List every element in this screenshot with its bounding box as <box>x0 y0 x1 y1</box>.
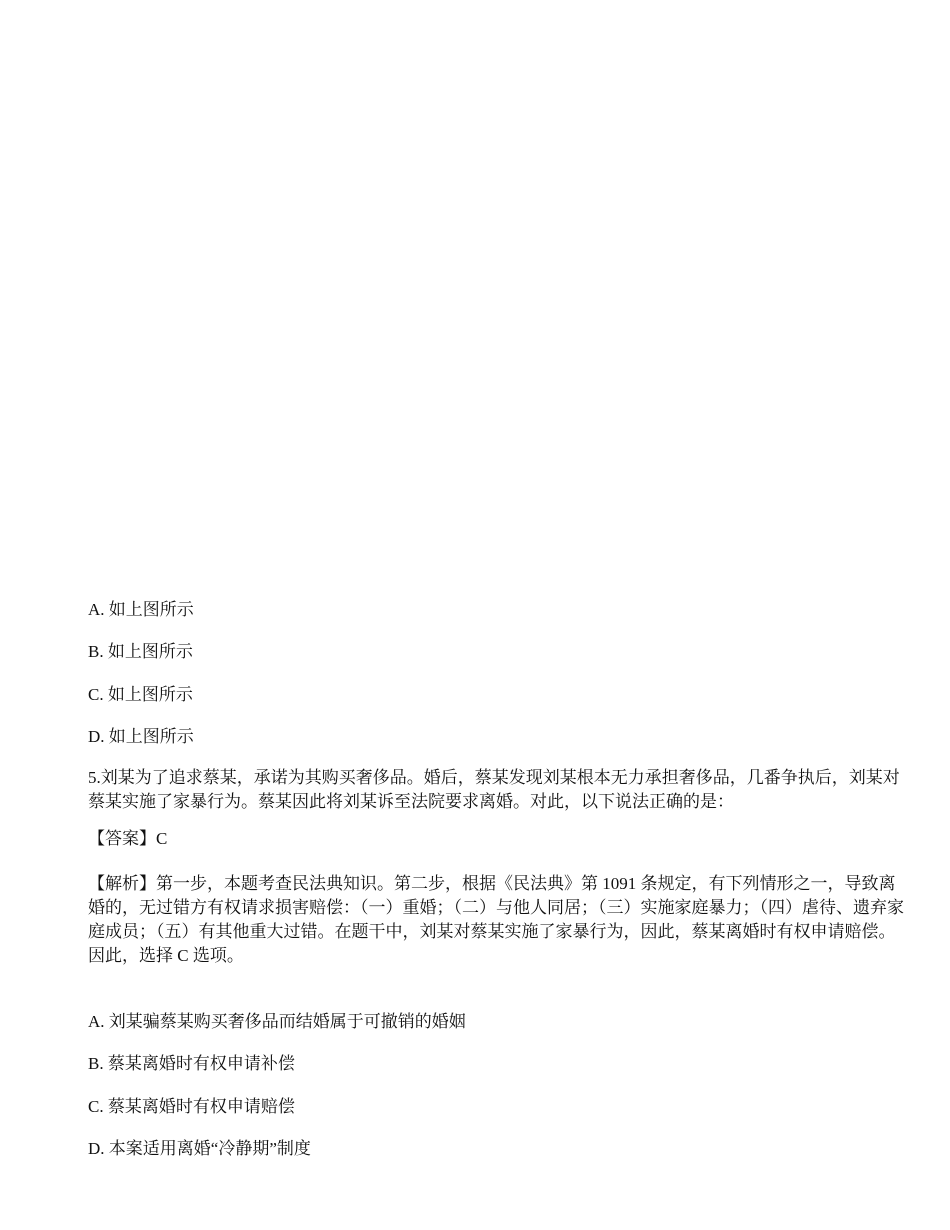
q5-option-d <box>88 1138 311 1160</box>
option-label: C. <box>88 685 104 704</box>
q5-option-c <box>88 1096 295 1118</box>
option-label: C. <box>88 1097 104 1116</box>
option-text: 如上图所示 <box>107 685 193 704</box>
option-label: B. <box>88 642 104 661</box>
prev-option-d <box>88 726 194 748</box>
option-label: D. <box>88 727 105 746</box>
option-text: 刘某骗蔡某购买奢侈品而结婚属于可撤销的婚姻 <box>108 1012 466 1031</box>
answer-line: 【答案】C <box>88 829 168 848</box>
prev-option-b <box>88 641 193 663</box>
option-label: A. <box>88 600 105 619</box>
option-label: D. <box>88 1139 105 1158</box>
option-text: 如上图所示 <box>108 727 194 746</box>
option-text: 本案适用离婚“冷静期”制度 <box>108 1139 311 1158</box>
option-text: 如上图所示 <box>107 642 193 661</box>
question-stem: 5.刘某为了追求蔡某，承诺为其购买奢侈品。婚后，蔡某发现刘某根本无力承担奢侈品，几番争执后，刘某对蔡某实施了家暴行为。蔡某因此将刘某诉至法院要求离婚。对此，以下说法正确的是： <box>88 768 900 811</box>
option-label: B. <box>88 1054 104 1073</box>
q5-option-b <box>88 1053 295 1075</box>
analysis-paragraph: 【解析】第一步，本题考查民法典知识。第二步，根据《民法典》第 1091 条规定，有下列情形之一，导致离婚的，无过错方有权请求损害赔偿：（一）重婚；（二）与他人同居；（三）实施家庭暴力；（四）虐待、遗弃家庭成员；（五）有其他重大过错。在题干中，刘某对蔡某实施了家暴行为，因此，蔡某离婚时有权申请赔偿。因此，选择 C 选项。 <box>88 874 904 965</box>
prev-option-a <box>88 599 194 621</box>
prev-option-c <box>88 684 193 706</box>
q5-option-a <box>88 1011 466 1033</box>
option-text: 如上图所示 <box>108 600 194 619</box>
option-text: 蔡某离婚时有权申请赔偿 <box>107 1097 295 1116</box>
option-label: A. <box>88 1012 105 1031</box>
option-text: 蔡某离婚时有权申请补偿 <box>107 1054 295 1073</box>
